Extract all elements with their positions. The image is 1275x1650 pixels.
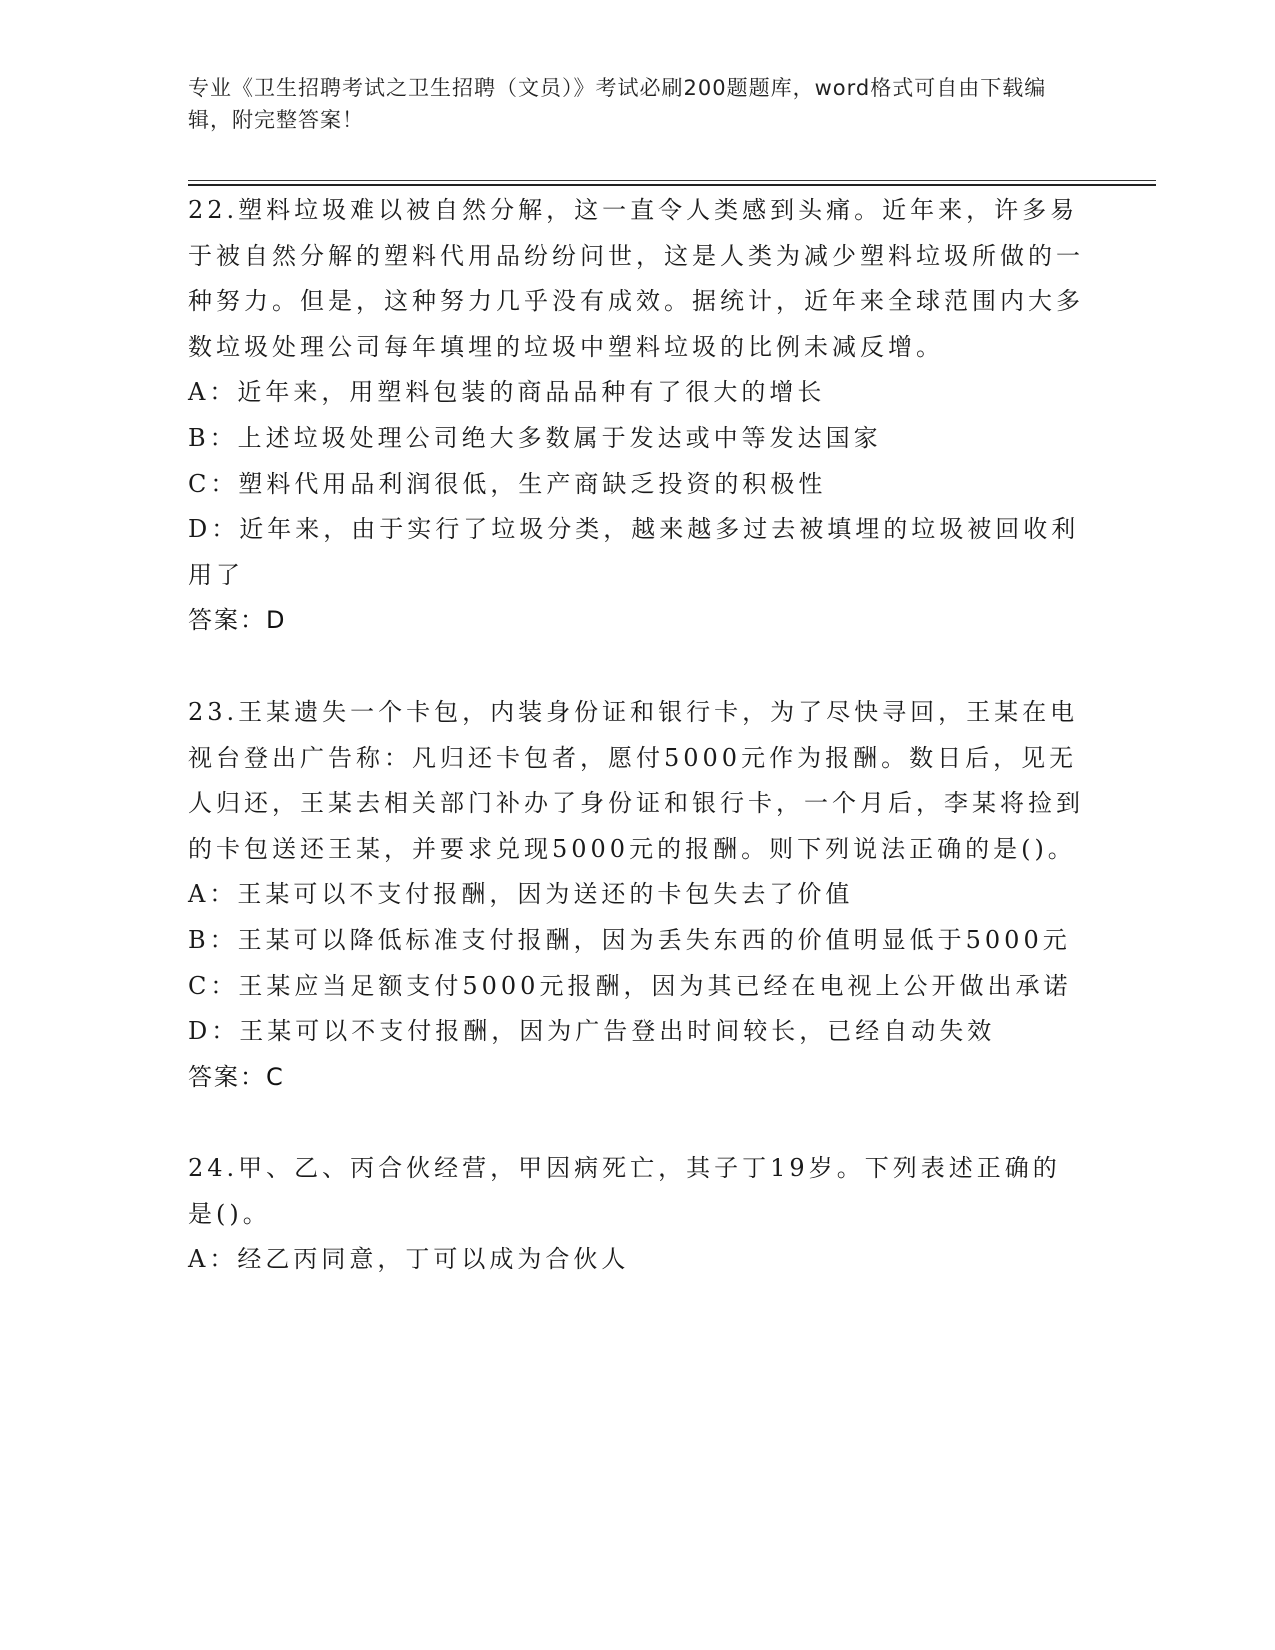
answer-line: 答案：C: [188, 1062, 285, 1091]
question-spacer: [188, 644, 1088, 690]
question-text: 24.甲、乙、丙合伙经营，甲因病死亡，其子丁19岁。下列表述正确的是()。: [188, 1154, 1061, 1228]
option-b: B：王某可以降低标准支付报酬，因为丢失东西的价值明显低于5000元: [188, 925, 1071, 954]
option-a: A：近年来，用塑料包装的商品品种有了很大的增长: [188, 378, 826, 407]
question-list: [188, 188, 1088, 1283]
option-d: D：王某可以不支付报酬，因为广告登出时间较长，已经自动失效: [188, 1017, 996, 1046]
page-header: [188, 72, 1068, 136]
question-spacer: [188, 1100, 1088, 1146]
header-rule-thick: [188, 184, 1156, 186]
option-b: B：上述垃圾处理公司绝大多数属于发达或中等发达国家: [188, 423, 882, 452]
question-text: 23.王某遗失一个卡包，内装身份证和银行卡，为了尽快寻回，王某在电视台登出广告称：凡归还卡包者，愿付5000元作为报酬。数日后，见无人归还，王某去相关部门补办了身份证和银行卡，一个月后，李某将捡到的卡包送还王某，并要求兑现5000元的报酬。则下列说法正确的是()。: [188, 697, 1084, 863]
answer-line: 答案：D: [188, 606, 287, 635]
option-c: C：塑料代用品利润很低，生产商缺乏投资的积极性: [188, 469, 827, 498]
option-d: D：近年来，由于实行了垃圾分类，越来越多过去被填埋的垃圾被回收利用了: [188, 515, 1080, 589]
question-22: [188, 188, 1088, 644]
header-rule-thin: [188, 180, 1156, 181]
option-a: A：经乙丙同意，丁可以成为合伙人: [188, 1245, 630, 1274]
option-c: C：王某应当足额支付5000元报酬，因为其已经在电视上公开做出承诺: [188, 971, 1072, 1000]
option-a: A：王某可以不支付报酬，因为送还的卡包失去了价值: [188, 880, 854, 909]
question-text: 22.塑料垃圾难以被自然分解，这一直令人类感到头痛。近年来，许多易于被自然分解的塑料代用品纷纷问世，这是人类为减少塑料垃圾所做的一种努力。但是，这种努力几乎没有成效。据统计，近年来全球范围内大多数垃圾处理公司每年填埋的垃圾中塑料垃圾的比例未减反增。: [188, 196, 1084, 361]
question-24: [188, 1146, 1088, 1283]
question-23: [188, 690, 1088, 1100]
header-title: 专业《卫生招聘考试之卫生招聘（文员）》考试必刷200题题库，word格式可自由下载编辑，附完整答案！: [188, 76, 1047, 132]
